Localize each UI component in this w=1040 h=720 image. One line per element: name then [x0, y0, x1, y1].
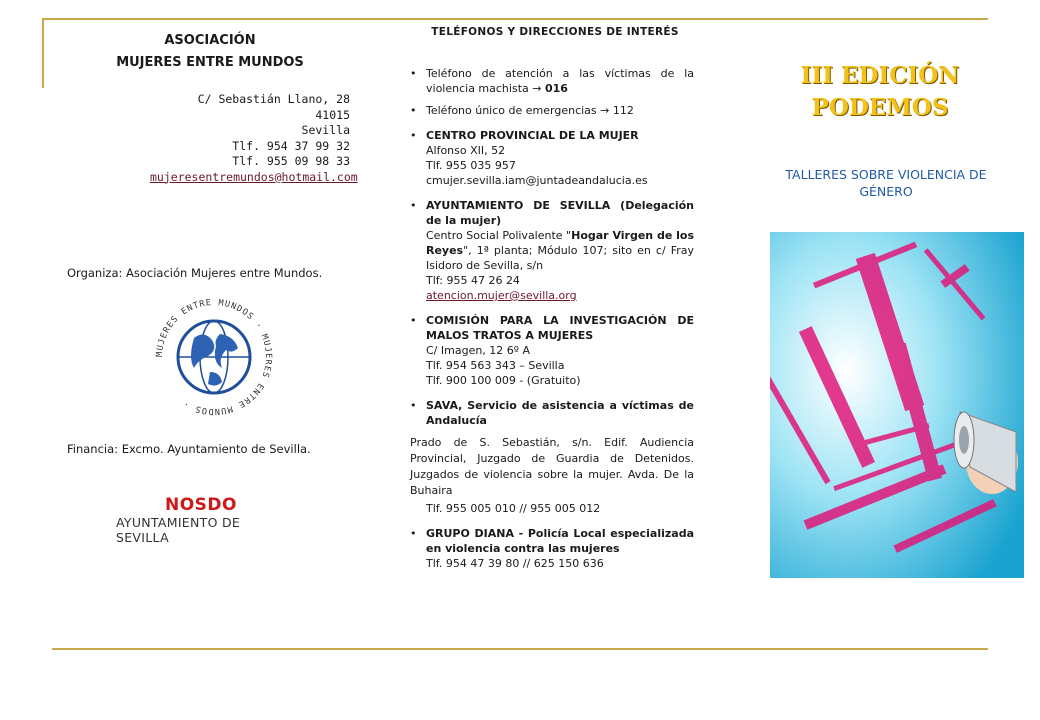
address-phone-1: Tlf. 954 37 99 32 — [232, 138, 350, 153]
list-item — [410, 103, 694, 118]
ayuntamiento-name: AYUNTAMIENTO DE SEVILLA (Delegación de la mujer) — [426, 199, 694, 227]
address-phone-2: Tlf. 955 09 98 33 — [232, 154, 350, 168]
top-rule — [42, 18, 988, 20]
bullet-icon: • — [410, 399, 417, 412]
centro-mujer-phone: Tlf. 955 035 957 — [426, 159, 516, 172]
workshop-subtitle: TALLERES SOBRE VIOLENCIA DE GÉNERO — [785, 167, 987, 199]
edition-title-line1: III EDICIÓN — [800, 62, 960, 89]
organizer-text: Organiza: Asociación Mujeres entre Mundos. — [67, 266, 323, 280]
contacts-list — [410, 66, 694, 578]
sava-name: SAVA, Servicio de asistencia a víctimas de Andalucía — [426, 399, 694, 427]
address-city: Sevilla — [301, 123, 350, 137]
centro-mujer-name: CENTRO PROVINCIAL DE LA MUJER — [426, 129, 639, 142]
sava-address: Prado de S. Sebastián, s/n. Edif. Audiencia Provincial, Juzgado de Guardia de Detenidos. Juzgados de violencia sobre la mujer. Avda. De la Buhaira — [410, 436, 694, 497]
diana-phone: Tlf. 954 47 39 80 // 625 150 636 — [426, 557, 604, 570]
association-email-link[interactable]: mujeresentremundos@hotmail.com — [150, 169, 358, 184]
bullet-icon: • — [410, 104, 417, 117]
ayuntamiento-sevilla-logo — [110, 495, 285, 545]
association-title — [90, 30, 330, 74]
association-address — [150, 92, 358, 185]
list-item — [410, 66, 694, 96]
sava-phone: Tlf. 955 005 010 // 955 005 012 — [426, 502, 601, 515]
comision-address: C/ Imagen, 12 6º A — [426, 344, 530, 357]
comision-phone-2: Tlf. 900 100 009 - (Gratuito) — [426, 374, 581, 387]
bullet-icon: • — [410, 314, 417, 327]
ayuntamiento-email-link[interactable]: atencion.mujer@sevilla.org — [426, 289, 577, 302]
centro-mujer-email: cmujer.sevilla.iam@juntadeandalucia.es — [426, 174, 648, 187]
ayuntamiento-phone: Tlf: 955 47 26 24 — [426, 274, 520, 287]
address-zip: 41015 — [315, 107, 350, 122]
edition-title — [780, 60, 980, 124]
hotline-text: Teléfono de atención a las víctimas de la violencia machista → — [426, 67, 694, 95]
list-item — [410, 398, 694, 428]
emergency-text: Teléfono único de emergencias → 112 — [426, 104, 634, 117]
anti-violence-poster-image — [770, 232, 1024, 578]
list-item — [410, 198, 694, 303]
edition-title-line2: PODEMOS — [811, 94, 949, 121]
hotline-number: 016 — [544, 82, 568, 95]
centro-mujer-address: Alfonso XII, 52 — [426, 144, 506, 157]
bottom-rule — [52, 648, 988, 650]
nosdo-mark: NOSDO — [165, 495, 237, 515]
ayuntamiento-address-bold: Hogar Virgen de los Reyes — [426, 229, 694, 257]
association-title-line1: ASOCIACIÓN — [164, 33, 256, 48]
ayuntamiento-address-pre: Centro Social Polivalente " — [426, 229, 572, 242]
ayuntamiento-address-post: ", 1ª planta; Módulo 107; sito en c/ Fray Isidoro de Sevilla, s/n — [426, 244, 694, 272]
list-item — [410, 128, 694, 188]
bullet-icon: • — [410, 527, 417, 540]
globe-logo — [150, 298, 278, 416]
bullet-icon: • — [410, 67, 417, 80]
left-rule — [42, 18, 44, 88]
funder-text: Financia: Excmo. Ayuntamiento de Sevilla. — [67, 442, 311, 456]
list-item — [410, 526, 694, 571]
globe-ring-text: MUJERES ENTRE MUNDOS · MUJERES ENTRE MUNDOS · — [154, 298, 274, 416]
bullet-icon: • — [410, 199, 417, 212]
comision-name: COMISIÓN PARA LA INVESTIGACIÓN DE MALOS TRATOS A MUJERES — [426, 314, 694, 342]
bullet-icon: • — [410, 129, 417, 142]
ayuntamiento-text: AYUNTAMIENTO DE SEVILLA — [116, 515, 241, 545]
diana-name: GRUPO DIANA - Policía Local especializada en violencia contra las mujeres — [426, 527, 694, 555]
address-street: C/ Sebastián Llano, 28 — [197, 92, 350, 106]
comision-phone-1: Tlf. 954 563 343 – Sevilla — [426, 359, 565, 372]
contacts-title: TELÉFONOS Y DIRECCIONES DE INTERÉS — [431, 26, 679, 38]
list-item — [410, 313, 694, 388]
association-title-line2: MUJERES ENTRE MUNDOS — [116, 55, 304, 70]
